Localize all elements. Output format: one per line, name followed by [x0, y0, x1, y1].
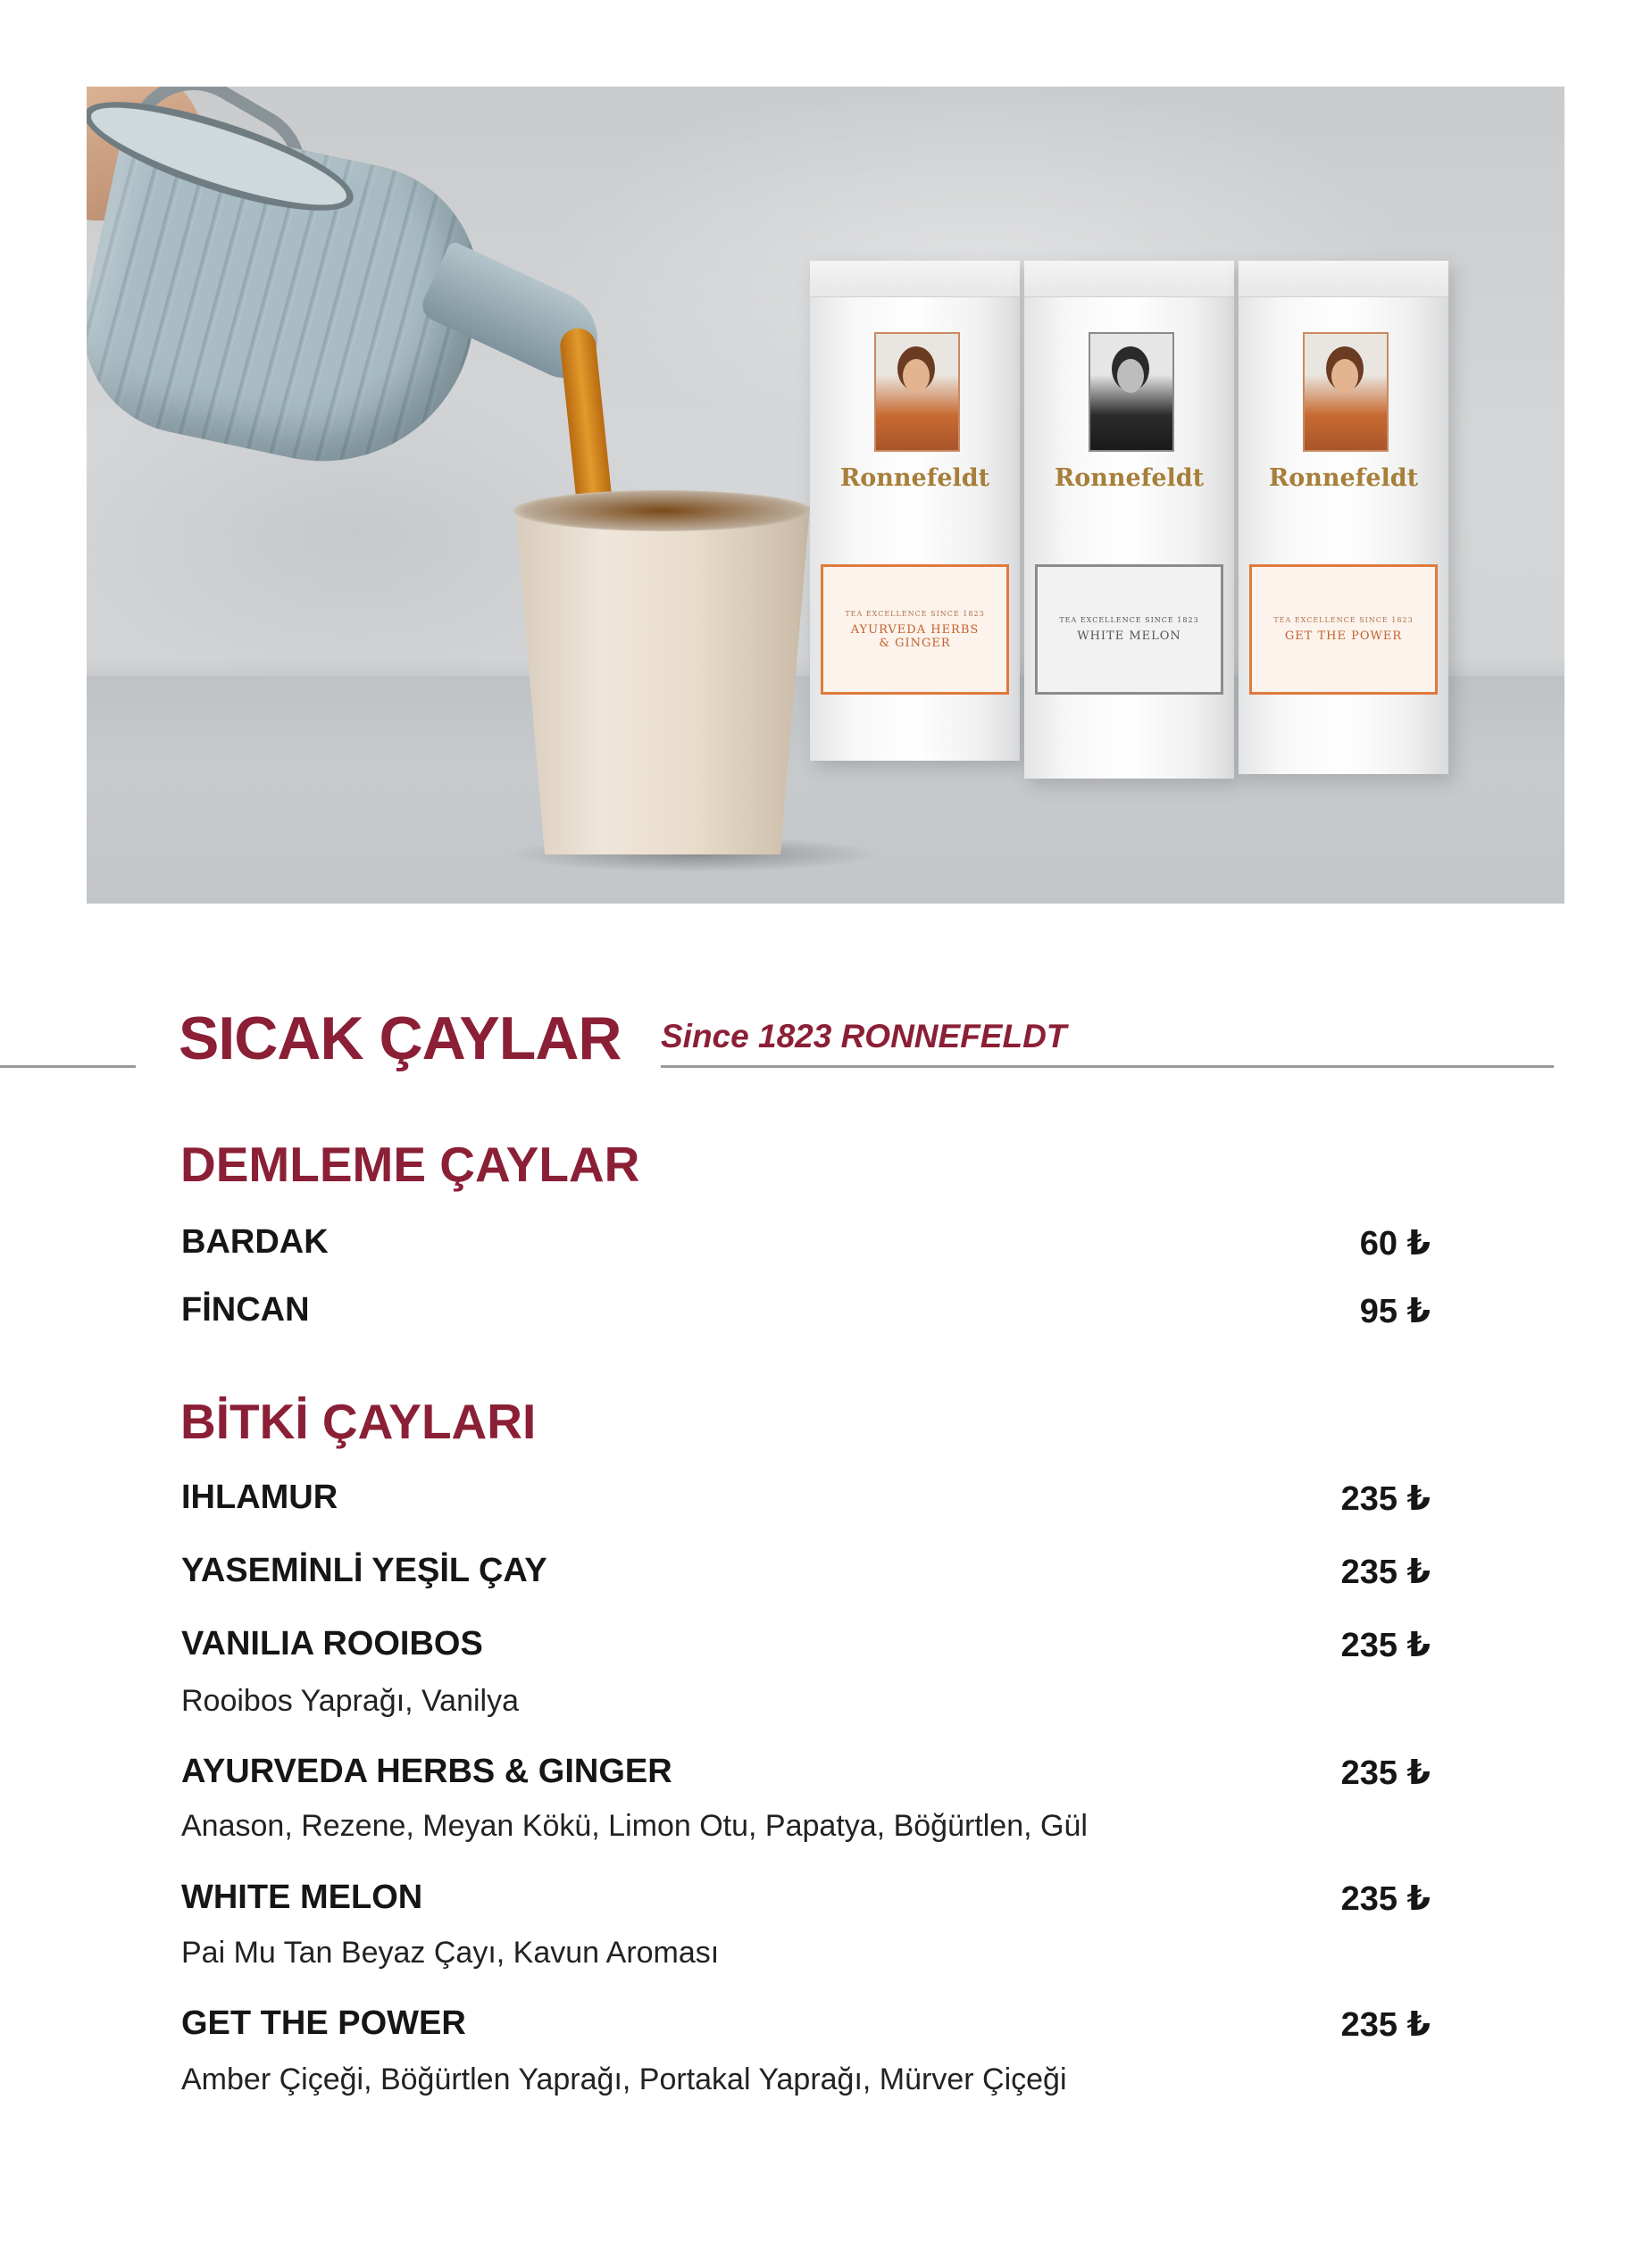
page-subtitle: Since 1823 RONNEFELDT: [661, 1018, 1067, 1054]
menu-item-name: VANILIA ROOIBOS: [181, 1625, 483, 1662]
menu-item-price: 235 ₺: [1340, 2006, 1431, 2044]
menu-item-price: 95 ₺: [1359, 1293, 1431, 1330]
menu-item-name: FİNCAN: [181, 1291, 310, 1329]
tea-bag-white-melon: [1024, 261, 1234, 779]
menu-item-price: 235 ₺: [1340, 1480, 1431, 1518]
section-title-bitki: BİTKİ ÇAYLARI: [180, 1394, 537, 1449]
bag-label: [1035, 564, 1223, 695]
header-rule-left: [0, 1065, 136, 1068]
menu-item-name: IHLAMUR: [181, 1479, 338, 1516]
bag-tagline: TEA EXCELLENCE SINCE 1823: [845, 609, 985, 618]
menu-item-price: 235 ₺: [1340, 1754, 1431, 1792]
menu-item-description: Anason, Rezene, Meyan Kökü, Limon Otu, Papatya, Böğürtlen, Gül: [181, 1809, 1088, 1843]
bag-brand: Ronnefeldt: [839, 464, 990, 492]
section-title-demleme: DEMLEME ÇAYLAR: [180, 1137, 640, 1192]
portrait-image: [1089, 332, 1174, 452]
menu-item-name: AYURVEDA HERBS & GINGER: [181, 1753, 672, 1790]
bag-name: WHITE MELON: [1077, 629, 1181, 643]
menu-item-name: WHITE MELON: [181, 1879, 423, 1916]
bag-tagline: TEA EXCELLENCE SINCE 1823: [1273, 616, 1414, 624]
header-rule-right: [661, 1065, 1554, 1068]
bag-label: [1249, 564, 1438, 695]
menu-item-description: Rooibos Yaprağı, Vanilya: [181, 1684, 520, 1718]
menu-item-price: 60 ₺: [1359, 1225, 1431, 1262]
page-title: SICAK ÇAYLAR: [179, 1004, 622, 1072]
bag-name: AYURVEDA HERBS & GINGER: [850, 622, 980, 650]
portrait-image: [1303, 332, 1389, 452]
bag-fold: [1239, 261, 1448, 297]
portrait-image: [874, 332, 960, 452]
menu-item-description: Pai Mu Tan Beyaz Çayı, Kavun Aroması: [181, 1936, 720, 1970]
menu-item-price: 235 ₺: [1340, 1627, 1431, 1664]
bag-name: GET THE POWER: [1284, 629, 1403, 643]
hero-photo: [87, 87, 1564, 904]
menu-item-name: BARDAK: [181, 1223, 329, 1261]
bag-brand: Ronnefeldt: [1054, 464, 1205, 492]
bag-tagline: TEA EXCELLENCE SINCE 1823: [1059, 616, 1199, 624]
tea-bag-ayurveda: [810, 261, 1020, 761]
tea-bag-get-the-power: [1239, 261, 1448, 774]
menu-item-price: 235 ₺: [1340, 1880, 1431, 1918]
menu-item-name: GET THE POWER: [181, 2004, 466, 2042]
bag-fold: [810, 261, 1020, 297]
menu-item-price: 235 ₺: [1340, 1554, 1431, 1591]
menu-item-description: Amber Çiçeği, Böğürtlen Yaprağı, Portakal Yaprağı, Mürver Çiçeği: [181, 2062, 1067, 2096]
tea-cup-rim: [513, 490, 812, 531]
bag-brand: Ronnefeldt: [1268, 464, 1419, 492]
menu-item-name: YASEMİNLİ YEŞİL ÇAY: [181, 1552, 547, 1589]
tea-cup: [515, 506, 810, 854]
bag-label: [821, 564, 1009, 695]
bag-fold: [1024, 261, 1234, 297]
